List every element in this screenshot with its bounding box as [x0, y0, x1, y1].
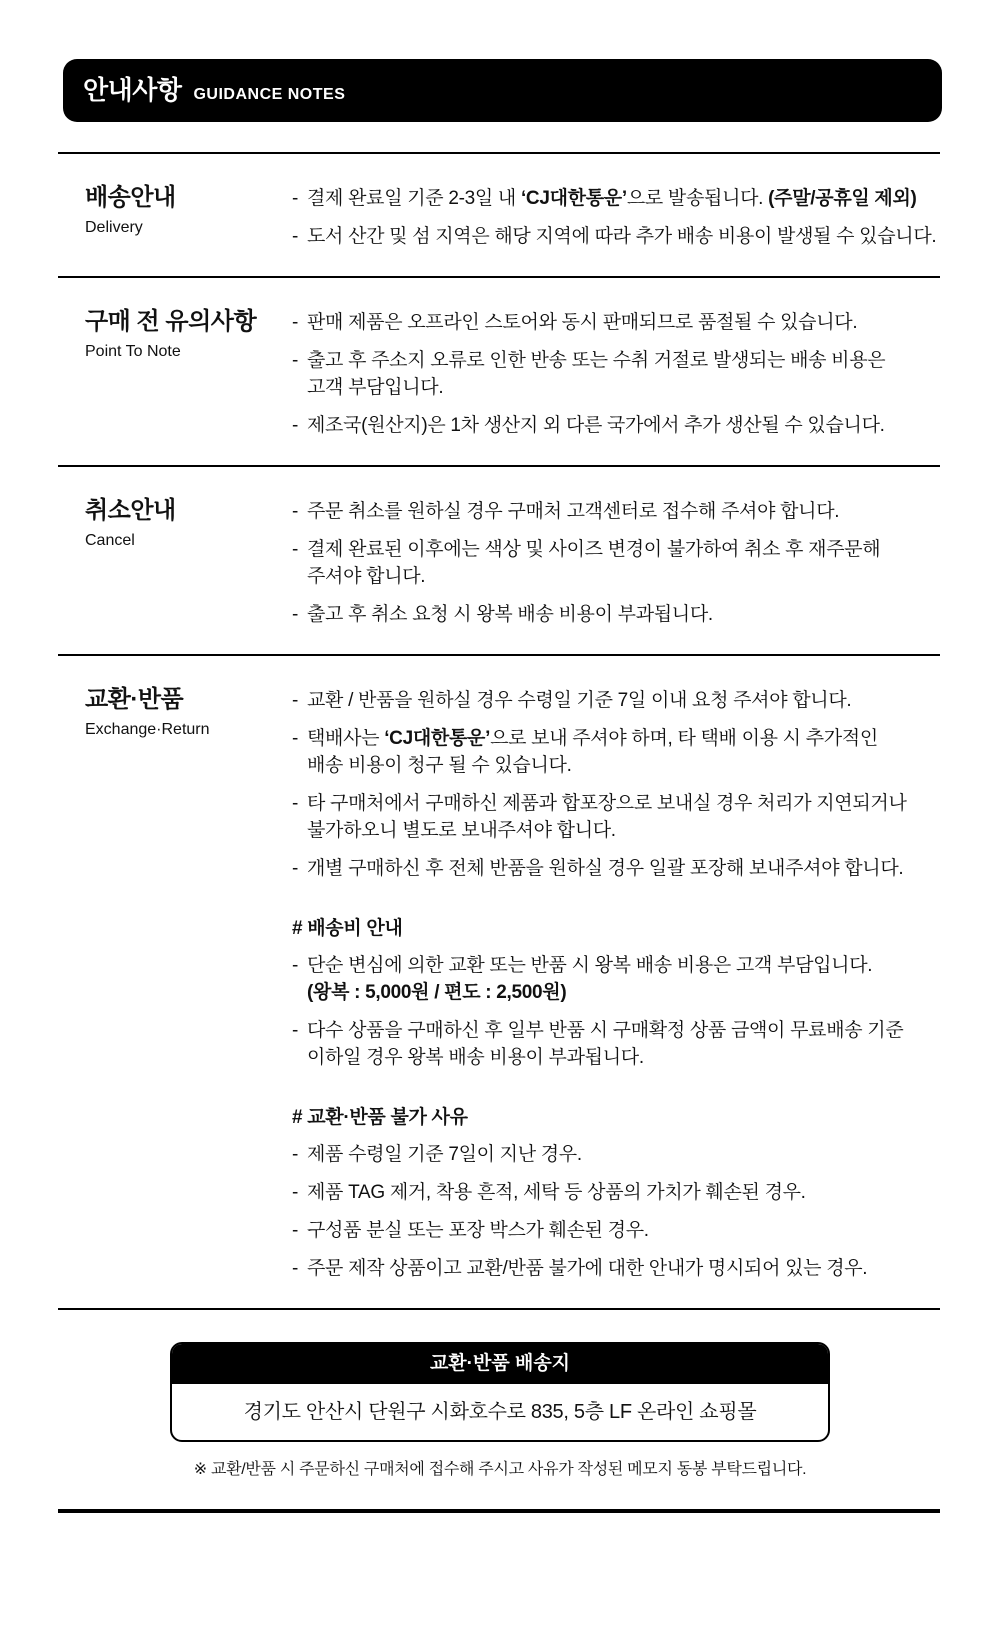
return-address-box-title: 교환·반품 배송지 — [172, 1344, 828, 1384]
bullet-text — [307, 223, 940, 250]
bullet-dash: - — [292, 728, 299, 749]
bullet-dash: - — [292, 1020, 299, 1041]
text-segment: 주셔야 합니다. — [307, 566, 426, 587]
bullet-text — [307, 790, 940, 844]
bullet-item-cancel-0 — [292, 498, 940, 525]
bullet-dash: - — [292, 350, 299, 371]
bullet-text — [307, 536, 940, 590]
bullet-dash: - — [292, 690, 299, 711]
subsection-heading: # 배송비 안내 — [292, 918, 403, 939]
section-point-to-note — [58, 276, 940, 465]
bullet-dash: - — [292, 539, 299, 560]
section-label-column — [58, 467, 292, 654]
section-title: 배송안내 — [85, 184, 176, 211]
section-subtitle: Cancel — [85, 531, 135, 549]
bullet-item-exchange-return-sub0-1 — [292, 1017, 940, 1071]
text-segment: 구성품 분실 또는 포장 박스가 훼손된 경우. — [307, 1220, 649, 1241]
section-body-column — [292, 656, 940, 1308]
section-title: 취소안내 — [85, 497, 176, 524]
text-segment: 판매 제품은 오프라인 스토어와 동시 판매되므로 품절될 수 있습니다. — [307, 312, 858, 333]
bullet-dash: - — [292, 1182, 299, 1203]
bullet-dash: - — [292, 226, 299, 247]
bullet-text — [307, 309, 940, 336]
bullet-dash: - — [292, 188, 299, 209]
bullet-item-exchange-return-sub1-3 — [292, 1255, 940, 1282]
section-cancel — [58, 465, 940, 654]
emphasized-text: (주말/공휴일 제외) — [768, 188, 917, 209]
return-address-text: 경기도 안산시 단원구 시화호수로 835, 5층 LF 온라인 쇼핑몰 — [243, 1401, 757, 1423]
text-segment: 단순 변심에 의한 교환 또는 반품 시 왕복 배송 비용은 고객 부담입니다. — [307, 955, 873, 976]
text-segment: 불가하오니 별도로 보내주셔야 합니다. — [307, 820, 616, 841]
bullet-dash: - — [292, 793, 299, 814]
page-header-bar — [63, 59, 942, 122]
bullet-text — [307, 412, 940, 439]
bullet-dash: - — [292, 501, 299, 522]
subsection-heading: # 교환·반품 불가 사유 — [292, 1107, 468, 1128]
bullet-text — [307, 855, 940, 882]
text-segment: 고객 부담입니다. — [307, 377, 444, 398]
bullet-text — [307, 185, 940, 212]
bullet-item-exchange-return-2 — [292, 790, 940, 844]
subsection-exchange-return-1 — [292, 1104, 940, 1282]
bullet-dash: - — [292, 415, 299, 436]
bullet-text — [307, 1141, 940, 1168]
bullet-text — [307, 1017, 940, 1071]
bullet-dash: - — [292, 312, 299, 333]
sections-container — [58, 152, 940, 1310]
bullet-item-exchange-return-1 — [292, 725, 940, 779]
bullet-item-exchange-return-sub1-1 — [292, 1179, 940, 1206]
section-body-column — [292, 154, 940, 276]
emphasized-text: (왕복 : 5,000원 / 편도 : 2,500원) — [307, 982, 567, 1003]
section-subtitle: Point To Note — [85, 342, 181, 360]
text-segment: 개별 구매하신 후 전체 반품을 원하실 경우 일괄 포장해 보내주셔야 합니다. — [307, 858, 904, 879]
bullet-text — [307, 347, 940, 401]
bullet-text — [307, 725, 940, 779]
text-segment: 배송 비용이 청구 될 수 있습니다. — [307, 755, 572, 776]
section-label-column — [58, 278, 292, 465]
text-segment: 교환 / 반품을 원하실 경우 수령일 기준 7일 이내 요청 주셔야 합니다. — [307, 690, 852, 711]
subsection-exchange-return-0 — [292, 915, 940, 1071]
bullet-text — [307, 952, 940, 1006]
bullet-item-point-to-note-1 — [292, 347, 940, 401]
text-segment: 주문 제작 상품이고 교환/반품 불가에 대한 안내가 명시되어 있는 경우. — [307, 1258, 868, 1279]
footnote-text: ※ 교환/반품 시 주문하신 구매처에 접수해 주시고 사유가 작성된 메모지 동봉 부탁드립니다. — [193, 1461, 807, 1478]
text-segment: 으로 보내 주셔야 하며, 타 택배 이용 시 추가적인 — [490, 728, 878, 749]
guidance-notes-page — [0, 59, 1000, 1513]
bullet-text — [307, 498, 940, 525]
bullet-item-cancel-1 — [292, 536, 940, 590]
bullet-dash: - — [292, 1144, 299, 1165]
bullet-item-exchange-return-0 — [292, 687, 940, 714]
text-segment: 제품 TAG 제거, 착용 흔적, 세탁 등 상품의 가치가 훼손된 경우. — [307, 1182, 806, 1203]
text-segment: 결제 완료일 기준 2-3일 내 — [307, 188, 521, 209]
bullet-item-delivery-0 — [292, 185, 940, 212]
bullet-text — [307, 1255, 940, 1282]
bullet-item-exchange-return-sub0-0 — [292, 952, 940, 1006]
section-delivery — [58, 152, 940, 276]
bullet-dash: - — [292, 1220, 299, 1241]
bullet-item-cancel-2 — [292, 601, 940, 628]
bullet-item-exchange-return-3 — [292, 855, 940, 882]
bullet-text — [307, 687, 940, 714]
text-segment: 타 구매처에서 구매하신 제품과 합포장으로 보내실 경우 처리가 지연되거나 — [307, 793, 907, 814]
section-subtitle: Delivery — [85, 218, 143, 236]
text-segment: 다수 상품을 구매하신 후 일부 반품 시 구매확정 상품 금액이 무료배송 기준 — [307, 1020, 904, 1041]
emphasized-text: ‘CJ대한통운’ — [384, 728, 491, 749]
text-segment: 으로 발송됩니다. — [626, 188, 769, 209]
bullet-dash: - — [292, 955, 299, 976]
section-title: 구매 전 유의사항 — [85, 308, 257, 335]
text-segment: 주문 취소를 원하실 경우 구매처 고객센터로 접수해 주셔야 합니다. — [307, 501, 840, 522]
bullet-dash: - — [292, 1258, 299, 1279]
page-title: 안내사항 — [83, 75, 182, 105]
section-body-column — [292, 278, 940, 465]
bullet-text — [307, 1179, 940, 1206]
text-segment: 결제 완료된 이후에는 색상 및 사이즈 변경이 불가하여 취소 후 재주문해 — [307, 539, 881, 560]
bullet-item-exchange-return-sub1-2 — [292, 1217, 940, 1244]
text-segment: 도서 산간 및 섬 지역은 해당 지역에 따라 추가 배송 비용이 발생될 수 있습니다. — [307, 226, 937, 247]
text-segment: 출고 후 주소지 오류로 인한 반송 또는 수취 거절로 발생되는 배송 비용은 — [307, 350, 886, 371]
bullet-item-point-to-note-2 — [292, 412, 940, 439]
bullet-item-delivery-1 — [292, 223, 940, 250]
bullet-item-exchange-return-sub1-0 — [292, 1141, 940, 1168]
text-segment: 택배사는 — [307, 728, 385, 749]
section-exchange-return — [58, 654, 940, 1308]
text-segment: 제품 수령일 기준 7일이 지난 경우. — [307, 1144, 582, 1165]
bullet-dash: - — [292, 604, 299, 625]
section-label-column — [58, 154, 292, 276]
section-subtitle: Exchange·Return — [85, 720, 210, 738]
return-address-box — [170, 1342, 830, 1442]
bullet-text — [307, 601, 940, 628]
page-title-english: GUIDANCE NOTES — [193, 86, 346, 103]
bottom-divider — [58, 1509, 940, 1513]
text-segment: 출고 후 취소 요청 시 왕복 배송 비용이 부과됩니다. — [307, 604, 713, 625]
section-label-column — [58, 656, 292, 1308]
section-body-column — [292, 467, 940, 654]
section-title: 교환·반품 — [85, 686, 184, 713]
bullet-item-point-to-note-0 — [292, 309, 940, 336]
text-segment: 이하일 경우 왕복 배송 비용이 부과됩니다. — [307, 1047, 644, 1068]
emphasized-text: ‘CJ대한통운’ — [520, 188, 627, 209]
bullet-text — [307, 1217, 940, 1244]
text-segment: 제조국(원산지)은 1차 생산지 외 다른 국가에서 추가 생산될 수 있습니다. — [307, 415, 885, 436]
bullet-dash: - — [292, 858, 299, 879]
